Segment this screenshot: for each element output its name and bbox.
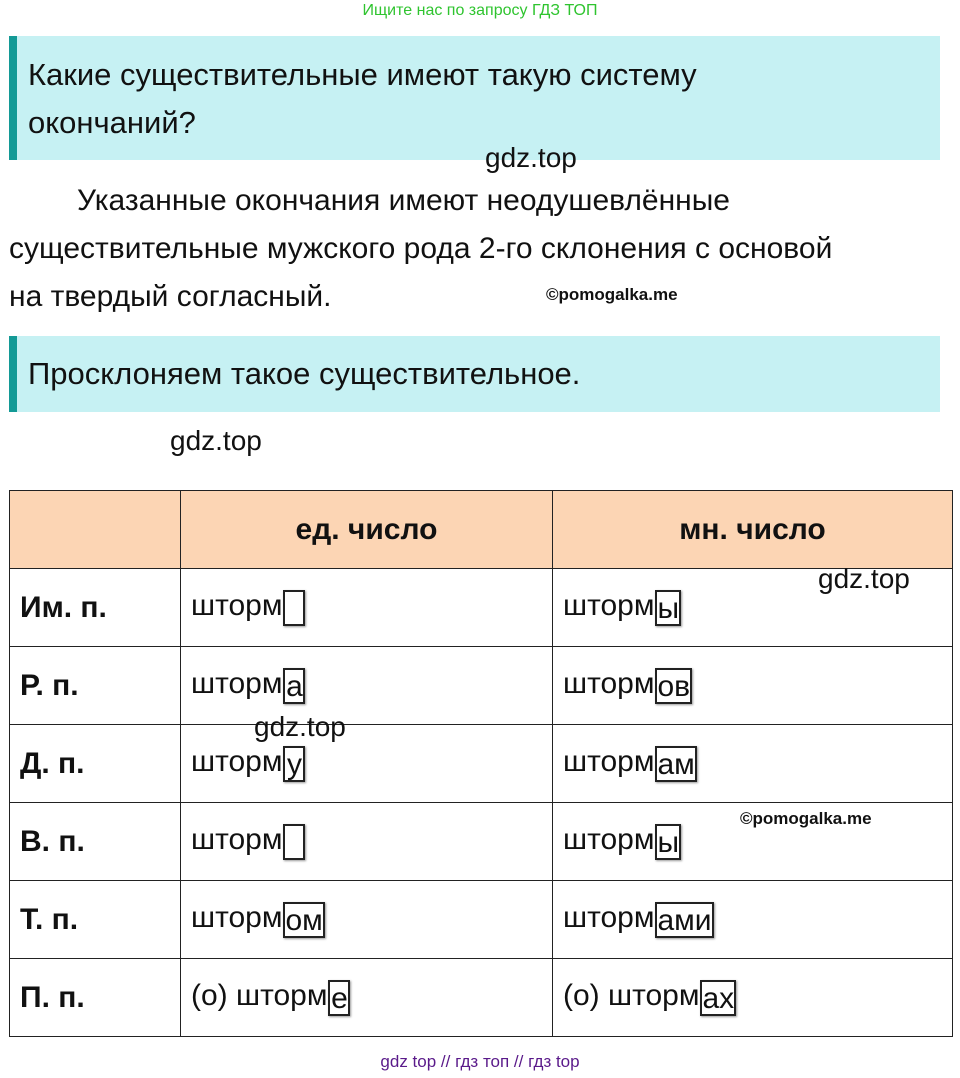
stem: шторм: [191, 823, 283, 857]
watermark-pomogalka: ©pomogalka.me: [546, 285, 678, 304]
plural-cell: [553, 959, 953, 1037]
stem: шторм: [191, 901, 283, 935]
declension-table: [9, 490, 953, 1037]
stem: шторм: [563, 667, 655, 701]
case-label: В. п.: [10, 803, 181, 881]
singular-cell: [181, 881, 553, 959]
ending-box: е: [328, 980, 350, 1016]
stem: шторм: [563, 901, 655, 935]
ending-box: у: [283, 746, 305, 782]
ending-box: [283, 590, 305, 626]
table-header-row: [10, 491, 953, 569]
table-row: [10, 881, 953, 959]
singular-cell: [181, 569, 553, 647]
header-empty: [10, 491, 181, 569]
ending-box: ах: [702, 981, 735, 1015]
stem: шторм: [563, 745, 655, 779]
ending-box: [283, 824, 305, 860]
plural-cell: [553, 881, 953, 959]
ending-box: ы: [657, 825, 680, 859]
answer-line-2: существительные мужского рода 2-го склонения с основой: [9, 232, 833, 265]
footer-links[interactable]: gdz top // гдз топ // гдз top: [380, 1052, 580, 1071]
ending-box: а: [283, 668, 305, 704]
watermark-gdz: gdz.top: [170, 425, 262, 456]
stem: шторм: [191, 745, 283, 779]
watermark-gdz: gdz.top: [254, 711, 346, 742]
ending-box: ы: [657, 591, 680, 625]
table-row: [10, 959, 953, 1037]
watermark-gdz: gdz.top: [485, 142, 577, 173]
singular-cell: [181, 647, 553, 725]
watermark-gdz: gdz.top: [818, 563, 910, 594]
ending-box: ов: [657, 669, 691, 703]
singular-cell: [181, 959, 553, 1037]
case-label: Р. п.: [10, 647, 181, 725]
watermark-pomogalka: ©pomogalka.me: [740, 809, 872, 828]
question-line-2: окончаний?: [28, 105, 196, 140]
question-box-2: [9, 336, 940, 412]
stem: шторм: [563, 589, 655, 623]
answer-text: [9, 177, 939, 321]
top-banner: Ищите нас по запросу ГДЗ ТОП: [362, 2, 598, 19]
answer-line-3: на твердый согласный.: [9, 280, 332, 313]
singular-cell: [181, 725, 553, 803]
plural-cell: [553, 725, 953, 803]
stem: (о) шторм: [191, 979, 328, 1013]
ending-box: ом: [285, 903, 323, 937]
header-plural: мн. число: [553, 491, 953, 569]
question-line-1: Какие существительные имеют такую систему: [28, 57, 697, 92]
stem: шторм: [563, 823, 655, 857]
stem: шторм: [191, 667, 283, 701]
case-label: Т. п.: [10, 881, 181, 959]
question-2-text: Просклоняем такое существительное.: [28, 356, 581, 391]
table-row: [10, 725, 953, 803]
case-label: П. п.: [10, 959, 181, 1037]
case-label: Им. п.: [10, 569, 181, 647]
ending-box: ами: [657, 903, 712, 937]
answer-line-1: Указанные окончания имеют неодушевлённые: [77, 184, 730, 217]
ending-box: ам: [657, 747, 695, 781]
question-box-1: [9, 36, 940, 160]
table-row: [10, 569, 953, 647]
table-row: [10, 647, 953, 725]
stem: шторм: [191, 589, 283, 623]
header-singular: ед. число: [181, 491, 553, 569]
plural-cell: [553, 647, 953, 725]
singular-cell: [181, 803, 553, 881]
case-label: Д. п.: [10, 725, 181, 803]
stem: (о) шторм: [563, 979, 700, 1013]
